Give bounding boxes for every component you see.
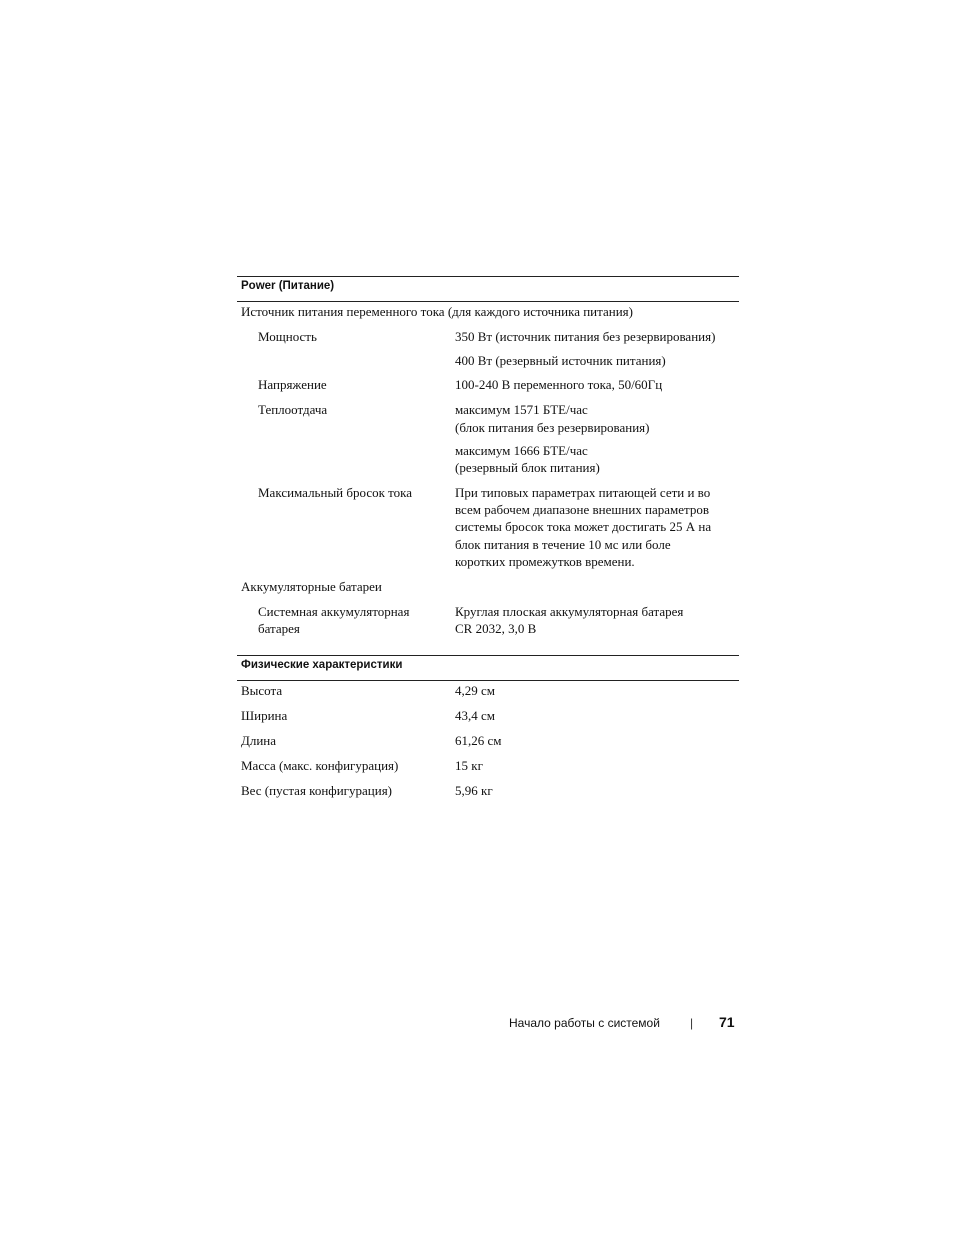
power-heading: Power (Питание) [241,280,335,292]
footer-separator: | [690,1016,694,1030]
physical-row-value: 15 кг [455,758,483,773]
footer-section-title: Начало работы с системой [509,1016,660,1030]
page-number: 71 [719,1014,735,1030]
system-battery-value-2: CR 2032, 3,0 В [455,621,537,636]
inrush-line: блок питания в течение 10 мс или боле [455,537,671,552]
inrush-label: Максимальный бросок тока [258,485,413,500]
heat-value-1b: (блок питания без резервирования) [455,420,650,435]
heat-value-2b: (резервный блок питания) [455,460,600,475]
physical-row-label: Высота [241,683,283,698]
system-battery-value-1: Круглая плоская аккумуляторная батарея [455,604,684,619]
wattage-value-2: 400 Вт (резервный источник питания) [455,353,666,368]
wattage-label: Мощность [258,329,317,344]
power-heading-rule [237,301,739,302]
inrush-line: системы бросок тока может достигать 25 А на [455,519,712,534]
physical-top-rule [237,655,739,656]
physical-row-label: Масса (макс. конфигурация) [241,758,399,773]
voltage-label: Напряжение [258,377,327,392]
voltage-value: 100-240 В переменного тока, 50/60Гц [455,377,663,392]
system-battery-label-2: батарея [258,621,300,636]
physical-row-label: Длина [241,733,277,748]
physical-row-label: Ширина [241,708,288,723]
physical-row-label: Вес (пустая конфигурация) [241,783,392,798]
heat-label: Теплоотдача [258,402,328,417]
inrush-line: При типовых параметрах питающей сети и во [455,485,711,500]
power-top-rule [237,276,739,277]
batteries-label: Аккумуляторные батареи [241,579,382,594]
physical-row-value: 43,4 см [455,708,495,723]
physical-row-value: 5,96 кг [455,783,493,798]
physical-heading-rule [237,680,739,681]
heat-value-2a: максимум 1666 БТЕ/час [455,443,588,458]
system-battery-label-1: Системная аккумуляторная [258,604,410,619]
inrush-line: коротких промежутков времени. [455,554,635,569]
physical-row-value: 4,29 см [455,683,495,698]
inrush-line: всем рабочем диапазоне внешних параметров [455,502,710,517]
heat-value-1a: максимум 1571 БТЕ/час [455,402,588,417]
wattage-value-1: 350 Вт (источник питания без резервирования) [455,329,716,344]
physical-heading: Физические характеристики [241,659,403,671]
physical-row-value: 61,26 см [455,733,502,748]
ac-supply-label: Источник питания переменного тока (для каждого источника питания) [241,304,633,319]
